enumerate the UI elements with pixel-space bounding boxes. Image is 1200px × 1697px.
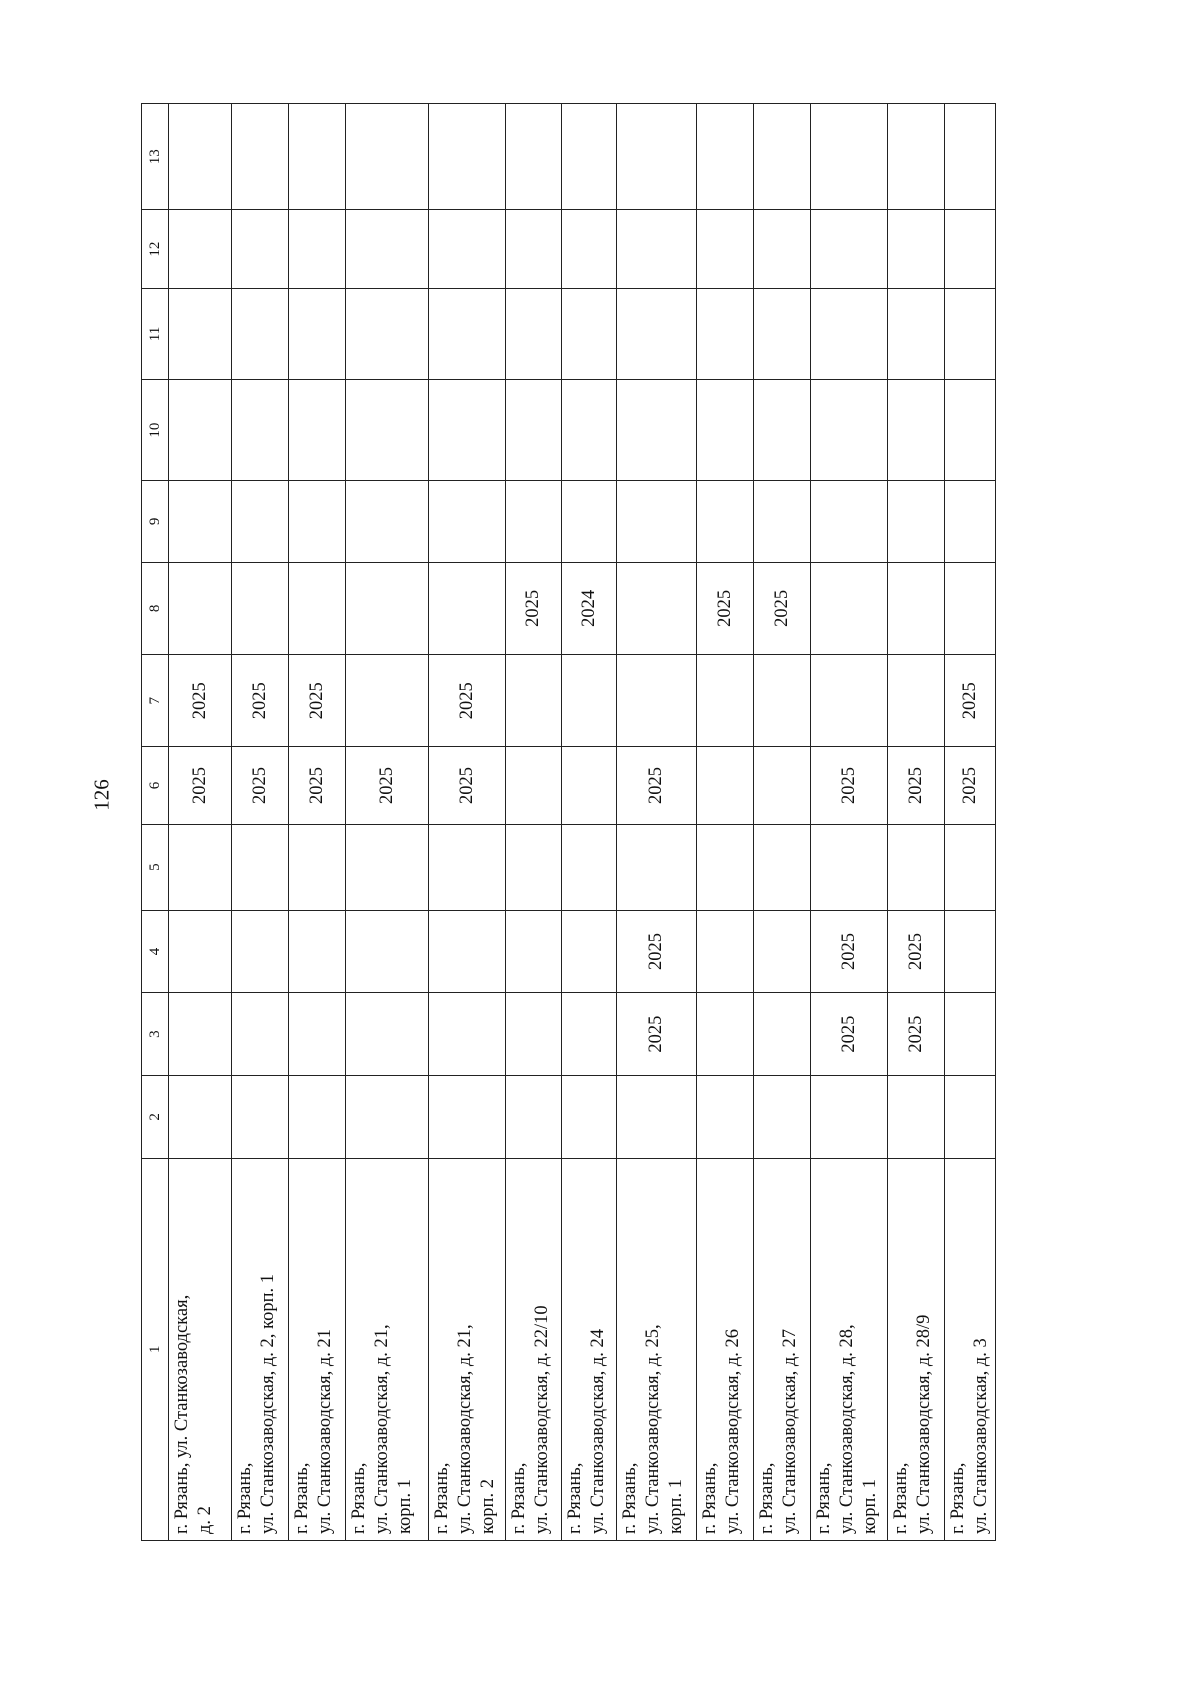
year-cell <box>346 910 429 993</box>
year-cell <box>945 562 996 654</box>
year-cell <box>289 562 346 654</box>
year-cell <box>169 210 232 288</box>
address-cell <box>888 1158 945 1540</box>
year-cell <box>754 380 811 481</box>
table-row <box>289 104 346 1541</box>
year-cell <box>888 288 945 379</box>
year-cell: 2025 <box>169 747 232 824</box>
year-cell <box>617 380 697 481</box>
address-line: ул. Станкозаводская, д. 27 <box>780 1328 800 1534</box>
address-cell <box>811 1158 888 1540</box>
year-cell <box>346 288 429 379</box>
column-number: 2 <box>142 1075 169 1158</box>
table-row <box>169 104 232 1541</box>
year-cell <box>562 993 617 1076</box>
year-cell <box>346 824 429 910</box>
column-number: 13 <box>142 104 169 210</box>
address-cell <box>506 1158 562 1540</box>
year-cell <box>506 380 562 481</box>
year-cell <box>346 1075 429 1158</box>
year-cell <box>811 562 888 654</box>
column-number: 11 <box>142 288 169 379</box>
year-cell: 2025 <box>232 655 289 747</box>
address-line: г. Рязань, <box>891 1462 911 1534</box>
year-cell <box>506 1075 562 1158</box>
year-cell <box>888 481 945 563</box>
year-cell <box>562 747 617 824</box>
address-cell <box>232 1158 289 1540</box>
column-number-row <box>142 104 169 1541</box>
year-cell <box>346 481 429 563</box>
year-cell <box>562 104 617 210</box>
year-cell: 2025 <box>429 655 506 747</box>
year-cell <box>617 104 697 210</box>
year-cell <box>754 824 811 910</box>
year-cell <box>697 380 754 481</box>
year-cell <box>232 824 289 910</box>
year-cell: 2025 <box>811 910 888 993</box>
year-cell: 2025 <box>289 655 346 747</box>
year-cell <box>506 747 562 824</box>
table-row <box>232 104 289 1541</box>
year-cell <box>429 910 506 993</box>
table-row <box>562 104 617 1541</box>
year-cell <box>429 562 506 654</box>
year-cell <box>429 288 506 379</box>
column-number: 9 <box>142 481 169 563</box>
year-cell: 2025 <box>617 993 697 1076</box>
year-cell <box>506 481 562 563</box>
year-cell <box>169 910 232 993</box>
year-cell <box>289 824 346 910</box>
year-cell: 2025 <box>811 747 888 824</box>
year-cell: 2025 <box>945 747 996 824</box>
year-cell <box>506 210 562 288</box>
year-cell <box>506 910 562 993</box>
address-cell <box>289 1158 346 1540</box>
year-cell <box>697 1075 754 1158</box>
year-cell <box>346 655 429 747</box>
year-cell <box>289 380 346 481</box>
year-cell <box>232 288 289 379</box>
address-line: ул. Станкозаводская, д. 21, <box>455 1324 475 1534</box>
year-cell <box>232 993 289 1076</box>
year-cell <box>697 210 754 288</box>
address-cell <box>945 1158 996 1540</box>
year-cell <box>697 288 754 379</box>
year-cell <box>169 288 232 379</box>
column-number: 6 <box>142 747 169 824</box>
address-line: г. Рязань, <box>432 1462 452 1534</box>
address-line: ул. Станкозаводская, д. 25, <box>643 1324 663 1534</box>
address-line: ул. Станкозаводская, д. 26 <box>723 1328 743 1534</box>
table-row <box>429 104 506 1541</box>
address-cell <box>697 1158 754 1540</box>
year-cell <box>617 288 697 379</box>
year-cell <box>811 1075 888 1158</box>
year-cell <box>697 824 754 910</box>
address-line: г. Рязань, <box>620 1462 640 1534</box>
year-cell <box>945 910 996 993</box>
rotated-table-wrapper <box>141 103 1021 1541</box>
year-cell <box>697 104 754 210</box>
year-cell <box>888 380 945 481</box>
address-line: корп. 2 <box>478 1479 498 1534</box>
year-cell <box>289 104 346 210</box>
column-number: 1 <box>142 1158 169 1540</box>
column-number: 10 <box>142 380 169 481</box>
year-cell <box>888 655 945 747</box>
housing-schedule-table <box>141 103 996 1541</box>
address-cell <box>617 1158 697 1540</box>
year-cell <box>169 1075 232 1158</box>
year-cell <box>888 210 945 288</box>
address-line: г. Рязань, <box>235 1462 255 1534</box>
table-row <box>346 104 429 1541</box>
year-cell <box>346 380 429 481</box>
year-cell <box>289 481 346 563</box>
column-number: 8 <box>142 562 169 654</box>
page-number: 126 <box>89 779 114 811</box>
address-line: г. Рязань, <box>700 1462 720 1534</box>
year-cell <box>562 1075 617 1158</box>
year-cell <box>945 288 996 379</box>
year-cell <box>888 1075 945 1158</box>
year-cell <box>754 288 811 379</box>
year-cell <box>562 380 617 481</box>
column-number: 4 <box>142 910 169 993</box>
address-line: д. 2 <box>195 1506 215 1534</box>
year-cell <box>346 104 429 210</box>
year-cell <box>811 288 888 379</box>
year-cell <box>697 747 754 824</box>
year-cell <box>429 993 506 1076</box>
year-cell: 2025 <box>811 993 888 1076</box>
year-cell <box>888 824 945 910</box>
table-row <box>888 104 945 1541</box>
address-line: ул. Станкозаводская, д. 21 <box>315 1328 335 1534</box>
year-cell <box>754 993 811 1076</box>
year-cell: 2025 <box>888 993 945 1076</box>
year-cell: 2025 <box>617 747 697 824</box>
year-cell: 2024 <box>562 562 617 654</box>
address-line: ул. Станкозаводская, д. 24 <box>588 1328 608 1534</box>
year-cell <box>232 104 289 210</box>
address-line: корп. 1 <box>860 1479 880 1534</box>
year-cell <box>346 993 429 1076</box>
year-cell <box>562 288 617 379</box>
table-row <box>754 104 811 1541</box>
year-cell: 2025 <box>617 910 697 993</box>
year-cell <box>945 824 996 910</box>
year-cell <box>888 562 945 654</box>
address-line: г. Рязань, ул. Станкозаводская, <box>172 1294 192 1534</box>
year-cell <box>506 288 562 379</box>
year-cell <box>945 481 996 563</box>
column-number: 3 <box>142 993 169 1076</box>
year-cell <box>506 104 562 210</box>
address-line: г. Рязань, <box>292 1462 312 1534</box>
year-cell <box>945 1075 996 1158</box>
year-cell <box>811 380 888 481</box>
column-number: 7 <box>142 655 169 747</box>
year-cell: 2025 <box>697 562 754 654</box>
year-cell: 2025 <box>169 655 232 747</box>
year-cell: 2025 <box>232 747 289 824</box>
year-cell <box>232 1075 289 1158</box>
year-cell <box>754 481 811 563</box>
address-line: ул. Станкозаводская, д. 21, <box>372 1324 392 1534</box>
year-cell <box>169 481 232 563</box>
year-cell <box>754 1075 811 1158</box>
year-cell <box>169 562 232 654</box>
table-row <box>506 104 562 1541</box>
year-cell: 2025 <box>429 747 506 824</box>
year-cell <box>429 1075 506 1158</box>
year-cell <box>811 655 888 747</box>
year-cell <box>232 481 289 563</box>
year-cell <box>289 1075 346 1158</box>
year-cell <box>754 910 811 993</box>
year-cell <box>289 288 346 379</box>
year-cell <box>811 104 888 210</box>
year-cell <box>754 104 811 210</box>
address-line: ул. Станкозаводская, д. 28/9 <box>914 1314 934 1534</box>
year-cell: 2025 <box>506 562 562 654</box>
year-cell: 2025 <box>754 562 811 654</box>
year-cell <box>945 210 996 288</box>
year-cell <box>429 481 506 563</box>
year-cell <box>754 747 811 824</box>
year-cell <box>617 210 697 288</box>
year-cell <box>232 210 289 288</box>
address-cell <box>429 1158 506 1540</box>
year-cell <box>617 562 697 654</box>
table-row <box>945 104 996 1541</box>
address-line: ул. Станкозаводская, д. 3 <box>971 1338 991 1534</box>
year-cell <box>169 993 232 1076</box>
table-row <box>811 104 888 1541</box>
year-cell: 2025 <box>945 655 996 747</box>
year-cell <box>232 562 289 654</box>
year-cell <box>562 481 617 563</box>
year-cell <box>169 824 232 910</box>
table-row <box>697 104 754 1541</box>
year-cell <box>754 655 811 747</box>
year-cell: 2025 <box>289 747 346 824</box>
year-cell <box>429 824 506 910</box>
column-number: 12 <box>142 210 169 288</box>
year-cell <box>697 481 754 563</box>
table-row <box>617 104 697 1541</box>
address-line: ул. Станкозаводская, д. 22/10 <box>532 1305 552 1534</box>
year-cell <box>232 380 289 481</box>
address-line: ул. Станкозаводская, д. 28, <box>837 1324 857 1534</box>
year-cell <box>232 910 289 993</box>
column-number: 5 <box>142 824 169 910</box>
year-cell <box>945 104 996 210</box>
year-cell: 2025 <box>888 910 945 993</box>
year-cell <box>562 910 617 993</box>
year-cell <box>506 824 562 910</box>
address-line: корп. 1 <box>395 1479 415 1534</box>
year-cell <box>429 104 506 210</box>
year-cell <box>945 993 996 1076</box>
year-cell <box>562 210 617 288</box>
address-line: г. Рязань, <box>509 1462 529 1534</box>
year-cell <box>754 210 811 288</box>
year-cell: 2025 <box>888 747 945 824</box>
address-line: г. Рязань, <box>948 1462 968 1534</box>
year-cell <box>811 210 888 288</box>
address-cell <box>346 1158 429 1540</box>
address-line: г. Рязань, <box>757 1462 777 1534</box>
year-cell: 2025 <box>346 747 429 824</box>
year-cell <box>945 380 996 481</box>
year-cell <box>289 993 346 1076</box>
year-cell <box>289 910 346 993</box>
year-cell <box>562 824 617 910</box>
year-cell <box>346 210 429 288</box>
year-cell <box>697 993 754 1076</box>
year-cell <box>697 910 754 993</box>
address-line: ул. Станкозаводская, д. 2, корп. 1 <box>258 1274 278 1534</box>
year-cell <box>617 1075 697 1158</box>
year-cell <box>346 562 429 654</box>
year-cell <box>617 481 697 563</box>
year-cell <box>506 655 562 747</box>
year-cell <box>811 824 888 910</box>
year-cell <box>506 993 562 1076</box>
year-cell <box>169 380 232 481</box>
year-cell <box>169 104 232 210</box>
address-cell <box>169 1158 232 1540</box>
address-line: г. Рязань, <box>814 1462 834 1534</box>
address-cell <box>562 1158 617 1540</box>
address-cell <box>754 1158 811 1540</box>
year-cell <box>289 210 346 288</box>
address-line: корп. 1 <box>666 1479 686 1534</box>
year-cell <box>617 824 697 910</box>
year-cell <box>429 380 506 481</box>
address-line: г. Рязань, <box>349 1462 369 1534</box>
year-cell <box>888 104 945 210</box>
year-cell <box>562 655 617 747</box>
year-cell <box>429 210 506 288</box>
year-cell <box>697 655 754 747</box>
year-cell <box>617 655 697 747</box>
address-line: г. Рязань, <box>565 1462 585 1534</box>
year-cell <box>811 481 888 563</box>
